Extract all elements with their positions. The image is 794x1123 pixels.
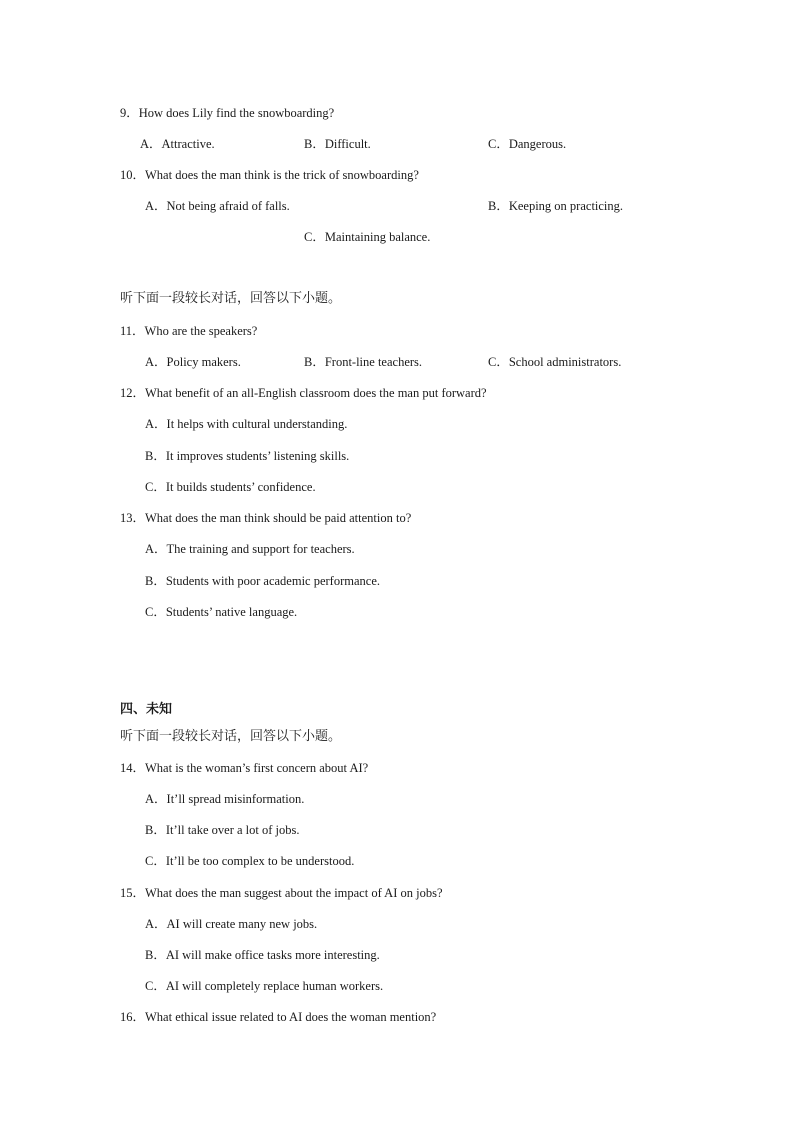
option-9-c: C．Dangerous. <box>488 137 567 151</box>
option-14-c: C．It’ll be too complex to be understood. <box>145 854 355 868</box>
question-stem-9: 9．How does Lily find the snowboarding? <box>120 106 335 120</box>
question-stem-14: 14．What is the woman’s first concern about AI? <box>120 761 369 775</box>
question-stem-11: 11．Who are the speakers? <box>120 324 258 338</box>
option-12-b: B．It improves students’ listening skills. <box>145 449 350 463</box>
option-13-b: B．Students with poor academic performance. <box>145 574 380 588</box>
question-stem-13: 13．What does the man think should be paid attention to? <box>120 511 412 525</box>
option-15-b: B．AI will make office tasks more interesting. <box>145 948 380 962</box>
option-9-b: B．Difficult. <box>304 137 371 151</box>
question-stem-16: 16．What ethical issue related to AI does the woman mention? <box>120 1010 437 1024</box>
option-15-a: A．AI will create many new jobs. <box>145 917 318 931</box>
option-10-b: B．Keeping on practicing. <box>488 199 624 213</box>
option-12-a: A．It helps with cultural understanding. <box>145 417 348 431</box>
option-14-a: A．It’ll spread misinformation. <box>145 792 305 806</box>
option-12-c: C．It builds students’ confidence. <box>145 480 316 494</box>
option-9-a: A．Attractive. <box>140 137 215 151</box>
option-13-a: A．The training and support for teachers. <box>145 542 355 556</box>
question-stem-15: 15．What does the man suggest about the impact of AI on jobs? <box>120 886 443 900</box>
option-13-c: C．Students’ native language. <box>145 605 298 619</box>
option-10-a: A．Not being afraid of falls. <box>145 199 290 213</box>
option-15-c: C．AI will completely replace human workers. <box>145 979 384 993</box>
question-stem-10: 10．What does the man think is the trick of snowboarding? <box>120 168 419 182</box>
section-heading: 四、未知 <box>120 702 173 717</box>
option-11-c: C．School administrators. <box>488 355 622 369</box>
section-instruction: 听下面一段较长对话，回答以下小题。 <box>120 291 342 306</box>
option-11-b: B．Front-line teachers. <box>304 355 423 369</box>
section-instruction: 听下面一段较长对话，回答以下小题。 <box>120 729 342 744</box>
option-11-a: A．Policy makers. <box>145 355 241 369</box>
option-10-c: C．Maintaining balance. <box>304 230 431 244</box>
question-stem-12: 12．What benefit of an all-English classroom does the man put forward? <box>120 386 487 400</box>
option-14-b: B．It’ll take over a lot of jobs. <box>145 823 300 837</box>
